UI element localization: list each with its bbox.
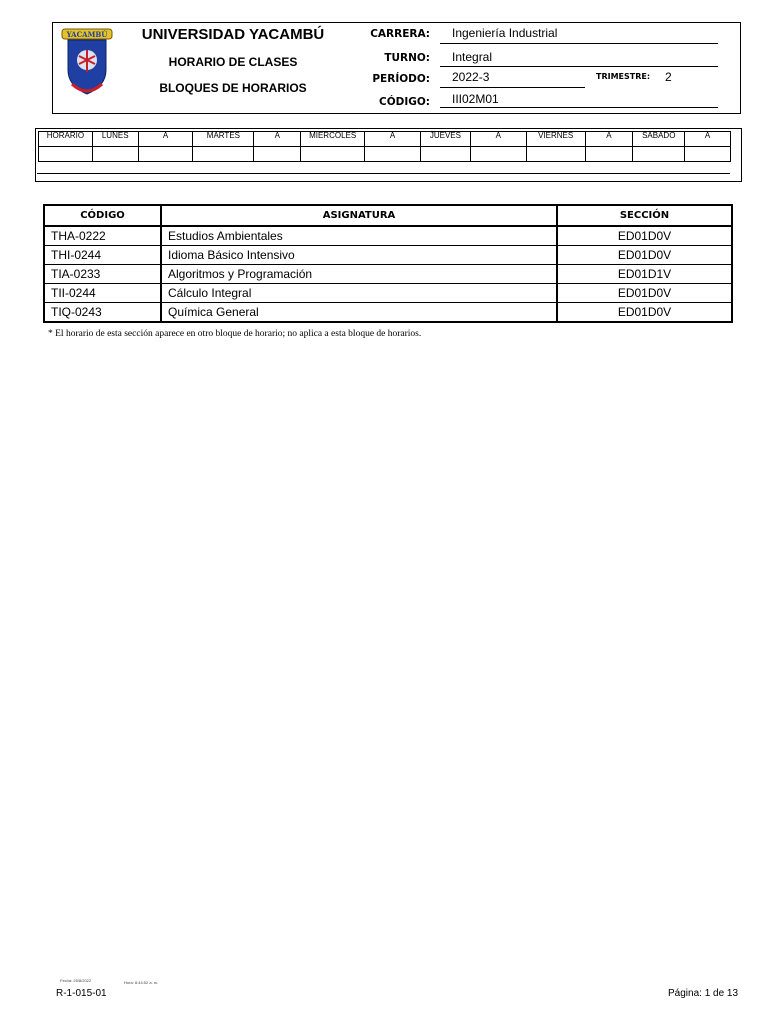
trimestre-label: TRIMESTRE: [596, 72, 651, 81]
course-section: ED01D0V [557, 303, 732, 323]
course-code: THA-0222 [44, 226, 161, 246]
schedule-header-row [39, 132, 731, 147]
schedule-header-cell: A [365, 132, 421, 147]
page-number: Página: 1 de 13 [668, 988, 739, 999]
course-code: THI-0244 [44, 246, 161, 265]
course-name: Algoritmos y Programación [161, 265, 557, 284]
logo-text: YACAMBÚ [66, 30, 108, 39]
turno-underline [440, 66, 718, 67]
course-section: ED01D0V [557, 246, 732, 265]
course-name: Estudios Ambientales [161, 226, 557, 246]
courses-table [43, 204, 733, 323]
schedule-empty-row [39, 147, 731, 162]
schedule-header-cell: VIERNES [526, 132, 585, 147]
form-code: R-1-015-01 [56, 988, 107, 999]
codigo-underline [440, 107, 718, 108]
university-name: UNIVERSIDAD YACAMBÚ [141, 26, 325, 43]
course-code: TIA-0233 [44, 265, 161, 284]
carrera-underline [440, 43, 718, 44]
university-logo [60, 26, 114, 98]
page-subtitle: BLOQUES DE HORARIOS [159, 81, 307, 95]
codigo-label: CÓDIGO: [379, 96, 430, 108]
course-name: Cálculo Integral [161, 284, 557, 303]
schedule-header-cell: A [470, 132, 526, 147]
periodo-label: PERÍODO: [372, 73, 430, 85]
periodo-value: 2022-3 [452, 70, 490, 84]
schedule-header-cell: MIERCOLES [301, 132, 365, 147]
codigo-value: III02M01 [452, 92, 499, 106]
course-code: TII-0244 [44, 284, 161, 303]
table-row [44, 303, 732, 323]
schedule-header-cell: A [685, 132, 731, 147]
carrera-label: CARRERA: [370, 28, 430, 40]
table-row [44, 226, 732, 246]
schedule-header-cell: A [585, 132, 633, 147]
schedule-table [38, 131, 731, 162]
schedule-header-cell: JUEVES [421, 132, 471, 147]
courses-header-row [44, 205, 732, 226]
page-title: HORARIO DE CLASES [168, 55, 298, 69]
turno-label: TURNO: [384, 52, 430, 64]
print-time: Hora: 8:44:52 a. m. [124, 980, 159, 985]
asignatura-header: ASIGNATURA [161, 205, 557, 226]
course-name: Química General [161, 303, 557, 323]
table-row [44, 246, 732, 265]
schedule-header-cell: HORARIO [39, 132, 93, 147]
course-code: TIQ-0243 [44, 303, 161, 323]
codigo-header: CÓDIGO [44, 205, 161, 226]
carrera-value: Ingeniería Industrial [452, 26, 558, 40]
footnote: * El horario de esta sección aparece en otro bloque de horario; no aplica a esta bloque de horarios. [48, 329, 422, 339]
trimestre-value: 2 [665, 70, 672, 84]
course-section: ED01D0V [557, 284, 732, 303]
course-section: ED01D1V [557, 265, 732, 284]
schedule-header-cell: SABADO [633, 132, 685, 147]
print-date: Fecha: 25/8/2022 [60, 978, 92, 983]
table-row [44, 265, 732, 284]
schedule-header-cell: A [254, 132, 301, 147]
course-section: ED01D0V [557, 226, 732, 246]
table-row [44, 284, 732, 303]
periodo-underline [440, 87, 585, 88]
turno-value: Integral [452, 50, 493, 64]
seccion-header: SECCIÓN [557, 205, 732, 226]
schedule-header-cell: A [138, 132, 193, 147]
schedule-header-cell: LUNES [92, 132, 138, 147]
schedule-divider [37, 173, 730, 174]
schedule-header-cell: MARTES [193, 132, 254, 147]
course-name: Idioma Básico Intensivo [161, 246, 557, 265]
